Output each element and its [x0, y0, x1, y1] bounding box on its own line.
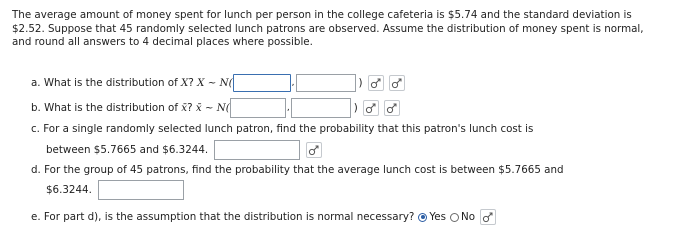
yes-radio[interactable]	[418, 213, 427, 222]
question-a-dist-label: X ~ N(	[197, 77, 233, 89]
question-d-answer-input[interactable]	[98, 180, 184, 200]
no-radio[interactable]	[450, 213, 459, 222]
question-b-comma: ,	[286, 103, 290, 113]
question-a	[31, 74, 405, 92]
question-b-close-paren: )	[353, 102, 358, 114]
question-b-sd-input[interactable]	[291, 98, 351, 118]
question-c-line1: c. For a single randomly selected lunch patron, find the probability that this patron's lunch cost is	[31, 123, 534, 135]
question-b-variable: x̄	[181, 102, 188, 114]
question-a-mean-input[interactable]	[233, 74, 291, 92]
pencil-preview-icon[interactable]	[368, 75, 384, 91]
question-a-variable: X	[181, 77, 189, 89]
problem-statement: The average amount of money spent for lunch per person in the college cafeteria is $5.74 and the standard deviation is $2.52. Suppose that 45 randomly selected lunch patrons are observed. Assume the distribution of money spent is normal, and round all answers to 4 decimal places where possible.	[12, 9, 644, 49]
question-a-close-paren: )	[358, 77, 363, 89]
question-e-prompt: e. For part d), is the assumption that the distribution is normal necessary?	[31, 211, 415, 223]
question-c-text: between $5.7665 and $6.3244.	[46, 144, 209, 156]
pencil-preview-icon[interactable]	[389, 75, 405, 91]
question-b-qmark: ?	[187, 102, 193, 114]
question-a-prompt: a. What is the distribution of	[31, 77, 178, 89]
question-c-line2	[46, 140, 322, 160]
pencil-preview-icon[interactable]	[480, 209, 496, 225]
question-d-text: $6.3244.	[46, 184, 92, 196]
question-b	[31, 98, 400, 118]
question-c-answer-input[interactable]	[214, 140, 300, 160]
question-d-line2	[46, 180, 184, 200]
question-b-dist-label: x̄ ~ N(	[195, 102, 230, 114]
question-a-qmark: ?	[188, 77, 194, 89]
question-a-comma: ,	[291, 78, 295, 88]
no-label: No	[461, 211, 476, 223]
question-b-prompt: b. What is the distribution of	[31, 102, 178, 114]
question-e	[31, 209, 496, 225]
question-b-mean-input[interactable]	[230, 98, 286, 118]
question-a-sd-input[interactable]	[296, 74, 356, 92]
question-d-line1: d. For the group of 45 patrons, find the probability that the average lunch cost is between $5.7665 and	[31, 164, 564, 176]
yes-label: Yes	[429, 211, 447, 223]
pencil-preview-icon[interactable]	[363, 100, 379, 116]
pencil-preview-icon[interactable]	[384, 100, 400, 116]
pencil-preview-icon[interactable]	[306, 142, 322, 158]
